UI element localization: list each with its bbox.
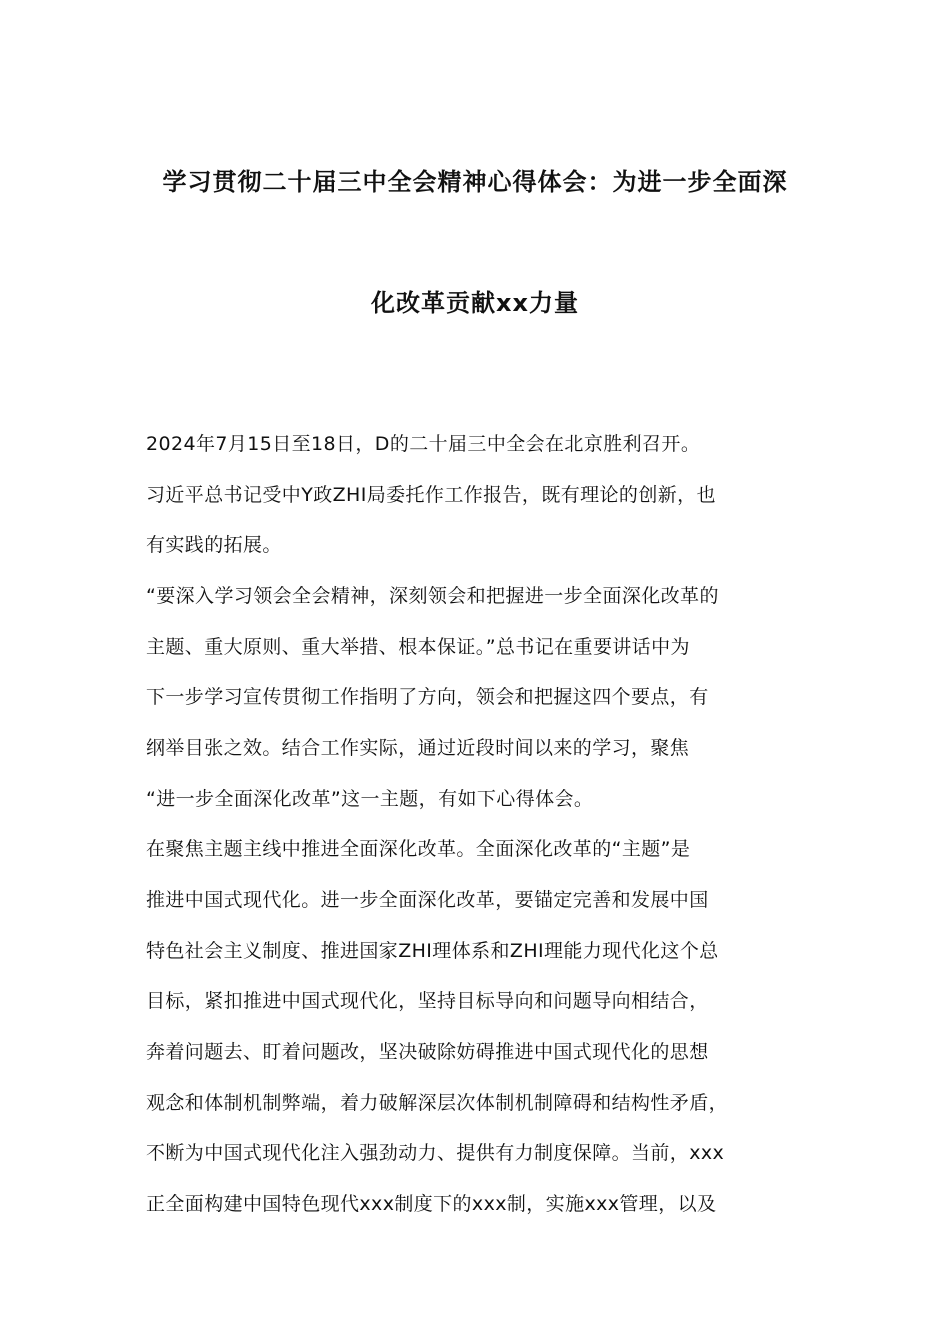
paragraph-1-line-2: 习近平总书记受中Y政ZHI局委托作工作报告，既有理论的创新，也: [146, 484, 716, 506]
paragraph-3-line-4: 目标，紧扣推进中国式现代化，坚持目标导向和问题导向相结合，: [146, 990, 709, 1012]
paragraph-3-line-6: 观念和体制机制弊端，着力破解深层次体制机制障碍和结构性矛盾，: [146, 1092, 729, 1114]
paragraph-3-line-1: 在聚焦主题主线中推进全面深化改革。全面深化改革的“主题”是: [146, 838, 691, 860]
paragraph-1-line-1: 2024年7月15日至18日，D的二十届三中全会在北京胜利召开。: [146, 433, 701, 455]
document-title-line-1: 学习贯彻二十届三中全会精神心得体会：为进一步全面深: [162, 168, 788, 196]
paragraph-3-line-5: 奔着问题去、盯着问题改，坚决破除妨碍推进中国式现代化的思想: [146, 1041, 709, 1063]
paragraph-3-line-3: 特色社会主义制度、推进国家ZHI理体系和ZHI理能力现代化这个总: [146, 940, 719, 962]
paragraph-3-line-8: 正全面构建中国特色现代xxx制度下的xxx制，实施xxx管理，以及: [146, 1193, 717, 1215]
paragraph-2-line-2: 主题、重大原则、重大举措、根本保证。”总书记在重要讲话中为: [146, 636, 690, 658]
paragraph-1-line-3: 有实践的拓展。: [146, 534, 282, 556]
paragraph-2-line-1: “要深入学习领会全会精神，深刻领会和把握进一步全面深化改革的: [146, 585, 719, 607]
paragraph-2-line-3: 下一步学习宣传贯彻工作指明了方向，领会和把握这四个要点，有: [146, 686, 709, 708]
paragraph-2-line-5: “进一步全面深化改革”这一主题，有如下心得体会。: [146, 788, 594, 810]
paragraph-3-line-7: 不断为中国式现代化注入强劲动力、提供有力制度保障。当前，xxx: [146, 1142, 725, 1164]
paragraph-3-line-2: 推进中国式现代化。进一步全面深化改革，要锚定完善和发展中国: [146, 889, 709, 911]
paragraph-2-line-4: 纲举目张之效。结合工作实际，通过近段时间以来的学习，聚焦: [146, 737, 690, 759]
document-title-line-2: 化改革贡献xx力量: [371, 289, 579, 317]
